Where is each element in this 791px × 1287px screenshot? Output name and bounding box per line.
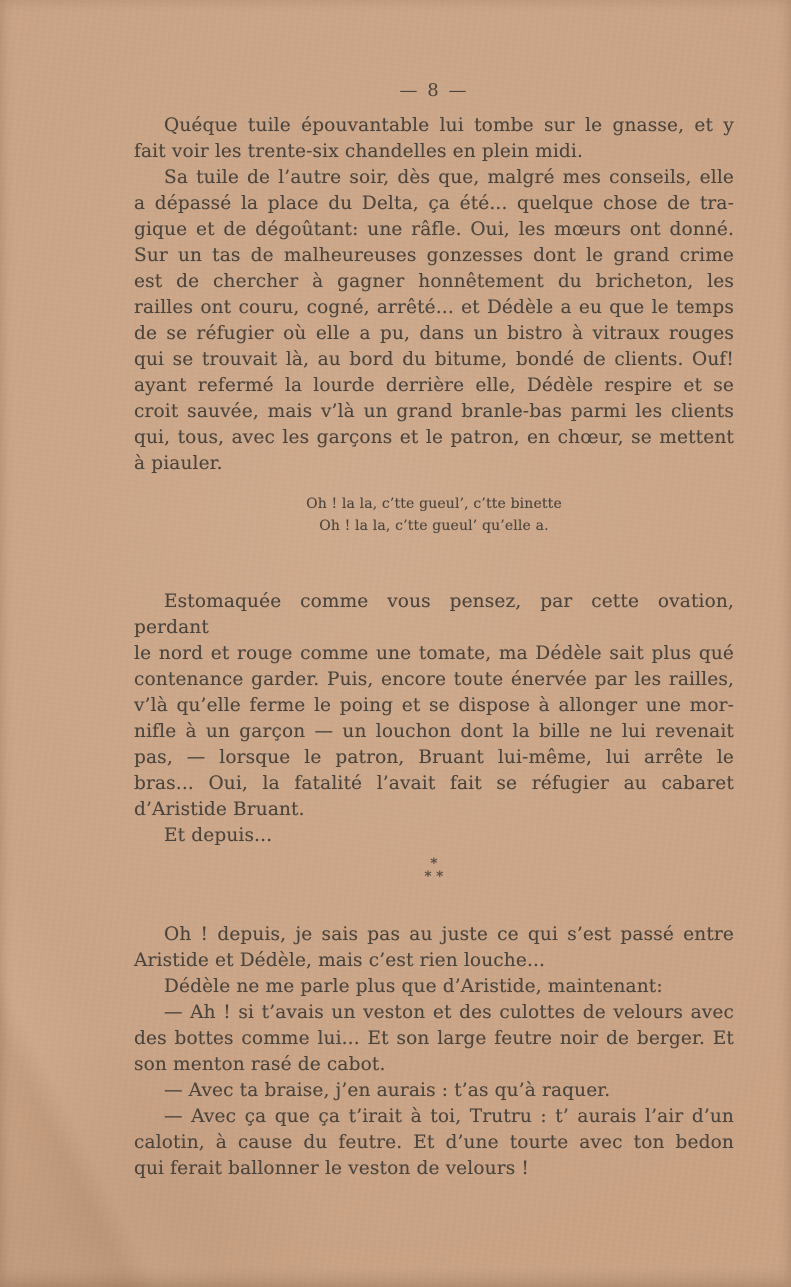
verse-line: Oh ! la la, c’tte gueul’ qu’elle a. — [319, 518, 549, 534]
asterism-star-row: * — [430, 856, 438, 872]
text-line: Quéque tuile épouvantable lui tombe sur le gnasse, et y — [164, 115, 734, 136]
text-line: Estomaquée comme vous pensez, par cette ovation, perdant — [134, 591, 734, 638]
text-line: croit sauvée, mais v’là un grand branle-bas parmi les clients — [134, 401, 734, 422]
page-number: — 8 — — [399, 80, 469, 101]
paragraph — [134, 1078, 734, 1104]
text-line: Sur un tas de malheureuses gonzesses dont le grand crime — [134, 245, 734, 266]
text-line: son menton rasé de cabot. — [134, 1054, 386, 1075]
text-line: nifle à un garçon — un louchon dont la bille ne lui revenait — [134, 721, 734, 742]
paragraph — [134, 823, 734, 849]
text-line: railles ont couru, cogné, arrêté... et Dédèle a eu que le temps — [134, 297, 734, 318]
text-line: Aristide et Dédèle, mais c’est rien louche... — [134, 950, 546, 971]
text-line: est de chercher à gagner honnêtement du bricheton, les — [134, 271, 734, 292]
text-line: ayant refermé la lourde derrière elle, Dédèle respire et se — [134, 375, 734, 396]
text-line: — Ah ! si t’avais un veston et des culottes de velours avec — [164, 1002, 734, 1023]
text-line: d’Aristide Bruant. — [134, 799, 305, 820]
paragraph — [134, 974, 734, 1000]
text-line: gique et de dégoûtant: une râfle. Oui, les mœurs ont donné. — [134, 219, 734, 240]
asterism-separator — [134, 858, 734, 884]
text-line: pas, — lorsque le patron, Bruant lui-même, lui arrête le — [134, 747, 734, 768]
text-line: de se réfugier où elle a pu, dans un bistro à vitraux rouges — [134, 323, 734, 344]
text-line: Sa tuile de l’autre soir, dès que, malgré mes conseils, elle — [164, 167, 734, 188]
text-line: des bottes comme lui... Et son large feutre noir de berger. Et — [134, 1028, 734, 1049]
paragraph — [134, 1104, 734, 1182]
text-line: a dépassé la place du Delta, ça été... quelque chose de tra- — [134, 193, 734, 214]
paragraph — [134, 589, 734, 823]
text-line: le nord et rouge comme une tomate, ma Dédèle sait plus qué — [134, 643, 734, 664]
text-block — [134, 113, 734, 1182]
asterism-star-row: * * — [424, 869, 444, 885]
text-line: qui, tous, avec les garçons et le patron, en chœur, se mettent — [134, 427, 734, 448]
text-line: — Avec ça que ça t’irait à toi, Trutru : t’ aurais l’air d’un — [164, 1106, 734, 1127]
text-line: Oh ! depuis, je sais pas au juste ce qui s’est passé entre — [164, 924, 734, 945]
text-line: qui ferait ballonner le veston de velours ! — [134, 1158, 529, 1179]
paragraph — [134, 1000, 734, 1078]
text-line: Et depuis... — [164, 825, 273, 846]
text-line: contenance garder. Puis, encore toute énervée par les railles, — [134, 669, 734, 690]
verse-line: Oh ! la la, c’tte gueul’, c’tte binette — [306, 496, 562, 512]
text-line: bras... Oui, la fatalité l’avait fait se réfugier au cabaret — [134, 773, 734, 794]
text-line: qui se trouvait là, au bord du bitume, bondé de clients. Ouf! — [134, 349, 734, 370]
paragraph — [134, 113, 734, 165]
paragraph — [134, 165, 734, 477]
text-line: fait voir les trente-six chandelles en plein midi. — [134, 141, 584, 162]
text-line: v’là qu’elle ferme le poing et se dispose à allonger une mor- — [134, 695, 734, 716]
paragraph — [134, 922, 734, 974]
text-line: à piauler. — [134, 453, 223, 474]
text-line: Dédèle ne me parle plus que d’Aristide, maintenant: — [164, 976, 663, 997]
song-verse — [134, 493, 734, 537]
text-line: calotin, à cause du feutre. Et d’une tourte avec ton bedon — [134, 1132, 734, 1153]
text-line: — Avec ta braise, j’en aurais : t’as qu’à raquer. — [164, 1080, 611, 1101]
